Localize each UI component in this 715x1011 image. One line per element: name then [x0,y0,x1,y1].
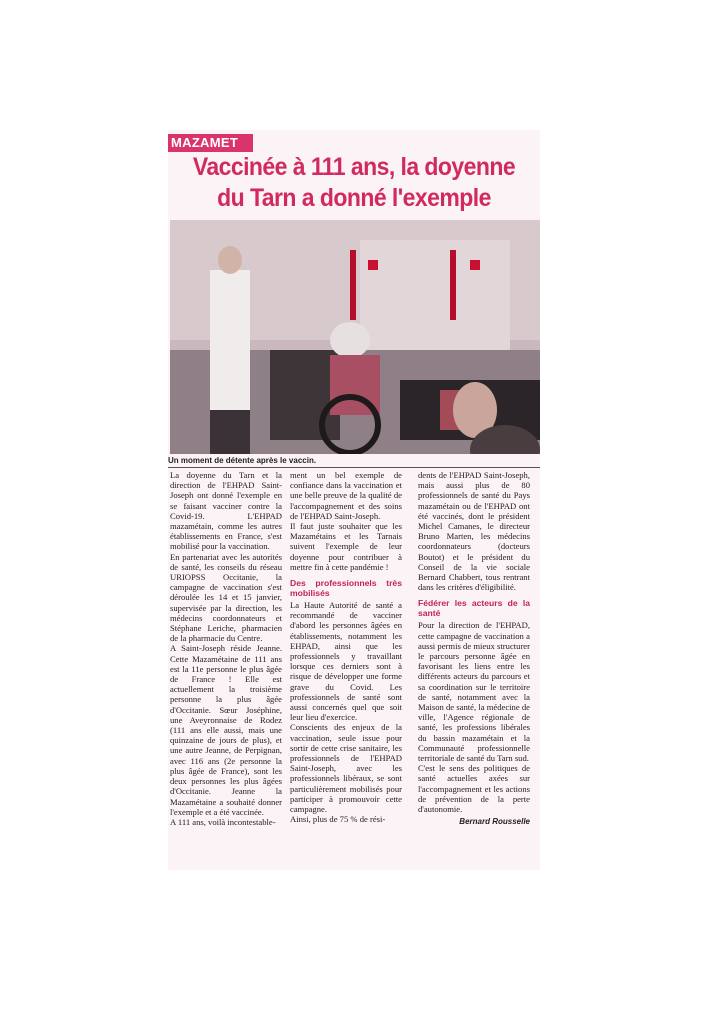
paragraph: La Haute Autorité de santé a recommandé de vacciner d'abord les personnes âgées en établissements, notamment les EHPAD, ainsi que les professionnels y travaillant lorsque ces derniers sont à risque de développer une forme grave du Covid. Les professionnels de santé sont aussi concernés quel que soit leur lieu d'exercice. [290,600,402,723]
headline-line-1: Vaccinée à 111 ans, la doyenne [192,153,516,181]
headline-line-2: du Tarn a donné l'exemple [217,184,491,212]
paragraph: ment un bel exemple de confiance dans la vaccination et une belle preuve de la qualité de l'accompagnement et des soins de l'EHPAD Saint-Joseph. [290,470,402,521]
article-column-2 [290,470,402,825]
paragraph: dents de l'EHPAD Saint-Joseph, mais aussi plus de 80 professionnels de santé du Pays mazamétain ou de l'EHPAD ont été vaccinés, dont le président Michel Camanes, le directeur Bruno Marten, les médecins coordonnateurs (docteurs Boutot) et le président du Conseil de la vie sociale Bernard Chabbert, tous rentrant dans les critères d'éligibilité. [418,470,530,593]
paragraph: Conscients des enjeux de la vaccination, seule issue pour sortir de cette crise sanitaire, les professionnels de l'EHPAD Saint-Joseph, avec les professionnels libéraux, se sont particulièrement mobilisés pour participer à promouvoir cette campagne. [290,722,402,815]
article-column-3 [418,470,530,828]
photo-caption: Un moment de détente après le vaccin. [168,456,317,465]
section-kicker: MAZAMET [168,134,253,152]
subheading: Des professionnels très mobilisés [290,578,402,599]
paragraph: Il faut juste souhaiter que les Mazamétains et les Tarnais suivent l'exemple de leur doyenne pour contribuer à mettre fin à cette pandémie ! [290,521,402,572]
paragraph: A Saint-Joseph réside Jeanne. Cette Mazamétaine de 111 ans est la 11e personne le plus âgée de France ! Elle est actuellement la troisième personne la plus âgée d'Occitanie. Sœur Joséphine, une Aveyronnaise de Rodez (111 ans elle aussi, mais une quinzaine de jours de plus), et une autre Jeanne, de Perpignan, avec 116 ans (2e personne la plus âgée de France), sont les deux personnes les plus âgées d'Occitanie. Jeanne la Mazamétaine a souhaité donner l'exemple et a été vaccinée. [170,643,282,817]
photo-illustration [170,220,540,454]
paragraph: Pour la direction de l'EHPAD, cette campagne de vaccination a aussi permis de mieux structurer le parcours personne âgée en favorisant les liens entre les différents acteurs du parcours et sa coordination sur le territoire de santé, notamment avec la Maison de santé, la médecine de ville, l'Agence régionale de santé, les professions libérales du bassin mazamétain et la Communauté professionnelle territoriale de santé du Tarn sud. [418,620,530,764]
paragraph: La doyenne du Tarn et la direction de l'EHPAD Saint-Joseph ont donné l'exemple en se faisant vacciner contre la Covid-19. L'EHPAD mazamétain, comme les autres établissements en France, s'est mobilisé pour la vaccination. [170,470,282,552]
article-photo [170,220,540,454]
author-signature: Bernard Rousselle [459,817,530,827]
paragraph: En partenariat avec les autorités de santé, les conseils du réseau URIOPSS Occitanie, la campagne de vaccination s'est déroulée les 14 et 15 janvier, supervisée par la direction, les médecins coordonnateurs et Stéphane Leriche, pharmacien de la pharmacie du Centre. [170,551,282,644]
subheading: Fédérer les acteurs de la santé [418,598,530,619]
paragraph: C'est le sens des politiques de santé actuelles axées sur l'accompagnement et les actions de prévention de la perte d'autonomie. [418,763,530,815]
paragraph: A 111 ans, voilà incontestable- [170,816,276,827]
paragraph: Ainsi, plus de 75 % de rési- [290,814,386,825]
newspaper-clipping [168,130,540,870]
caption-rule [168,467,540,468]
article-column-1 [170,470,282,827]
article-headline [183,152,525,214]
